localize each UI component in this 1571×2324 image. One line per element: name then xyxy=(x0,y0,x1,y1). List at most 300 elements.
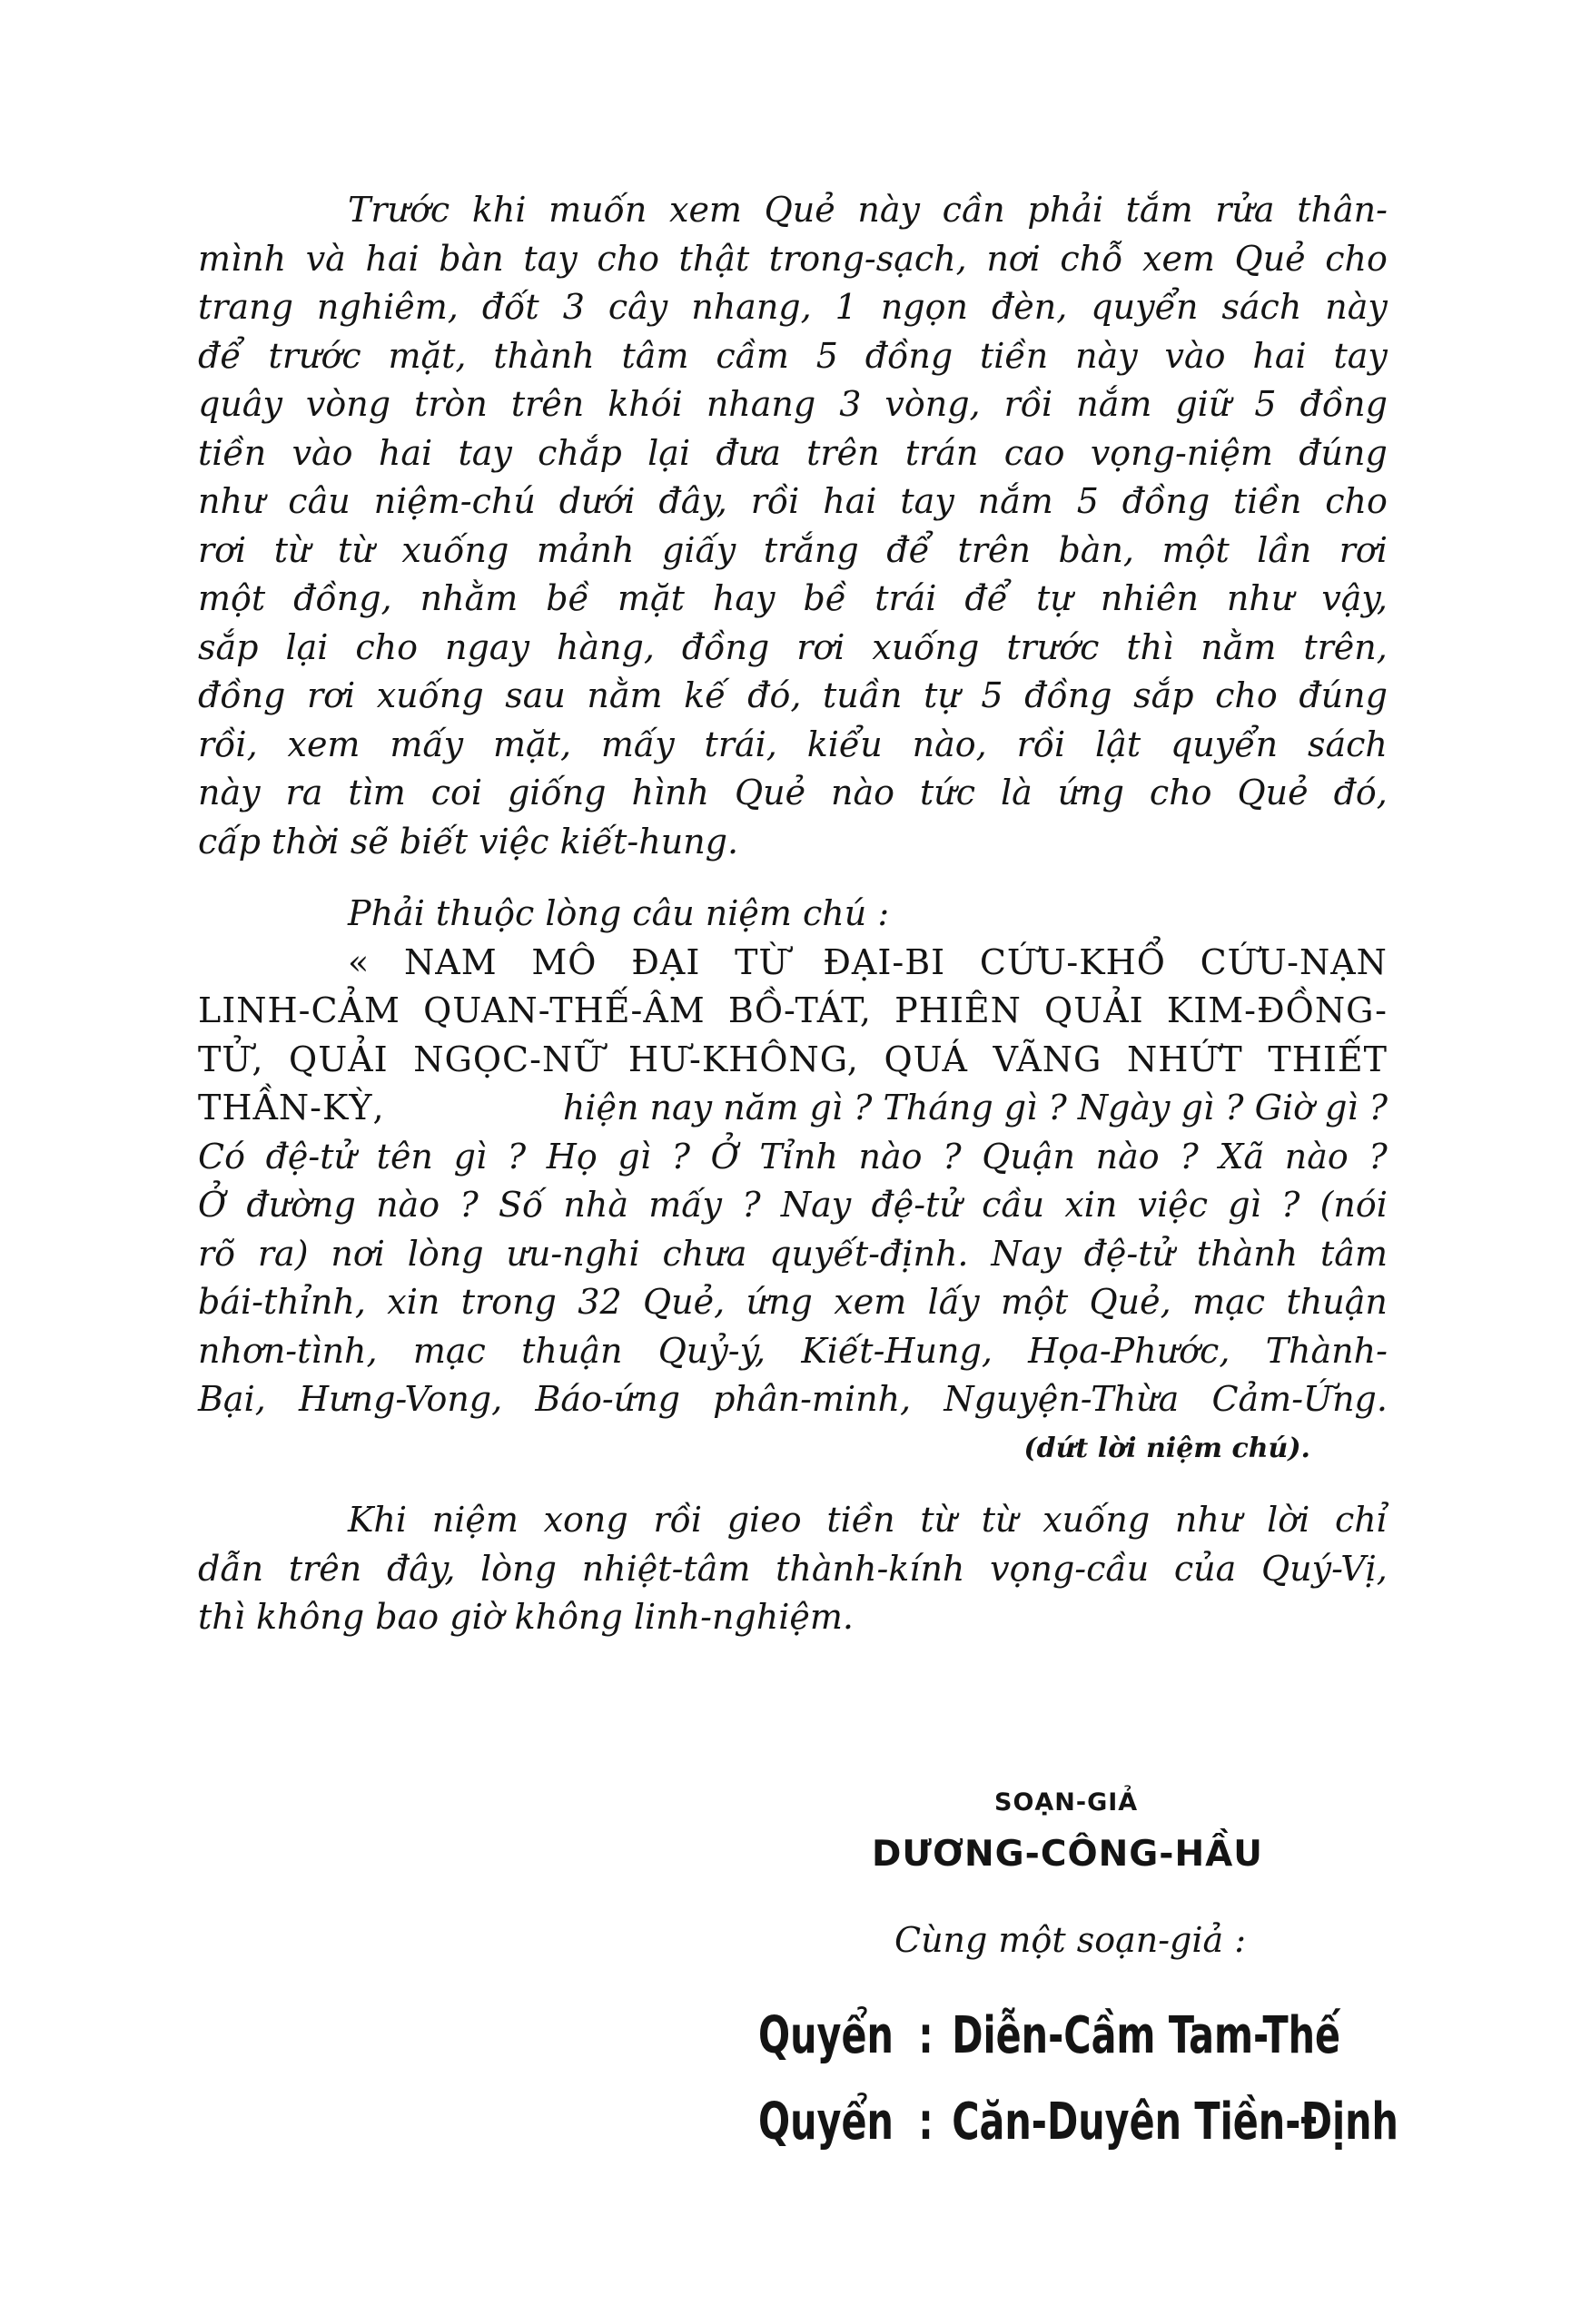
word: này xyxy=(857,190,921,230)
word: Xã xyxy=(1219,1136,1265,1177)
word: 5 xyxy=(815,335,838,376)
word: Quẻ xyxy=(1234,238,1306,279)
word: mảnh xyxy=(536,529,635,570)
word: vòng, xyxy=(884,384,981,424)
word: mặt, xyxy=(492,724,572,764)
word: trong xyxy=(460,1282,557,1322)
word: trong-sạch, xyxy=(768,238,967,279)
word: Quẻ xyxy=(1237,773,1309,812)
word: ? xyxy=(943,1136,962,1177)
word: Thành- xyxy=(1265,1330,1388,1371)
word: Nguyện-Thừa xyxy=(944,1379,1180,1419)
word: vòng xyxy=(305,384,391,424)
word: chưa xyxy=(662,1233,747,1274)
word: nào, xyxy=(912,724,987,764)
word: tay xyxy=(1333,335,1388,376)
word: trên, xyxy=(1303,626,1388,667)
word: quyển xyxy=(1170,724,1279,764)
word: nào xyxy=(376,1185,440,1225)
word: Hưng-Vong, xyxy=(299,1379,503,1419)
word: rồi xyxy=(1003,384,1053,424)
text-line xyxy=(198,235,1388,284)
word: tay xyxy=(900,481,954,521)
word: VÃNG xyxy=(993,1039,1102,1079)
word: tiền xyxy=(1233,481,1302,521)
word: đồng xyxy=(1121,481,1210,521)
word: Quẻ, xyxy=(1089,1282,1171,1322)
word: QUẢI xyxy=(1044,990,1144,1030)
invocation-line xyxy=(198,1278,1388,1327)
word: KIM-ĐỒNG- xyxy=(1166,990,1388,1030)
word: nằm xyxy=(587,675,663,715)
word: một xyxy=(1161,529,1230,570)
text-line xyxy=(348,186,1388,235)
body-text xyxy=(198,186,1388,1642)
word: này xyxy=(1325,287,1388,327)
intro-text: Phải thuộc lòng câu niệm chú : xyxy=(348,893,890,933)
word: đúng xyxy=(1299,675,1388,715)
word: đệ-tử xyxy=(265,1136,357,1177)
word: đồng xyxy=(1299,384,1388,424)
word: hai xyxy=(365,238,420,279)
word: đệ-tử xyxy=(1083,1233,1174,1274)
word: mặt, xyxy=(388,335,467,376)
word: nhằm xyxy=(420,578,519,618)
book-title: Diễn-Cầm Tam-Thế xyxy=(952,2006,1341,2065)
word: 5 xyxy=(1254,384,1277,424)
same-author-label: Cùng một soạn-giả : xyxy=(894,1920,1247,1960)
word: sắp xyxy=(198,626,259,667)
word: hay xyxy=(712,578,776,618)
book-prefix: Quyển xyxy=(758,2006,894,2065)
invocation-line xyxy=(198,987,1388,1036)
word: để xyxy=(198,335,242,376)
word: xuống xyxy=(401,529,509,570)
word: từ xyxy=(920,1500,957,1540)
word: đó, xyxy=(1333,773,1388,812)
word: phải xyxy=(1027,190,1103,230)
word: bề xyxy=(803,578,847,618)
word: QUẢI xyxy=(289,1039,389,1079)
word: nơi xyxy=(331,1233,385,1274)
text-line xyxy=(198,769,1388,818)
word: thuận xyxy=(521,1330,623,1371)
word: đây, xyxy=(658,481,727,521)
word: Báo-ứng xyxy=(535,1379,680,1419)
word: chắp xyxy=(538,432,622,473)
word: coi xyxy=(430,773,483,812)
word: thật xyxy=(678,238,750,279)
word: tiền xyxy=(198,432,267,473)
text-line xyxy=(198,575,1388,624)
word: tâm xyxy=(621,335,689,376)
word: Số xyxy=(498,1185,544,1225)
invocation-line xyxy=(198,939,1388,988)
word: xuống xyxy=(1042,1500,1151,1540)
word: một xyxy=(1000,1282,1069,1322)
word: đồng, xyxy=(293,578,392,618)
invocation-intro xyxy=(198,890,1388,939)
invocation-block xyxy=(198,939,1388,1424)
word: trán xyxy=(904,432,979,473)
word: tròn xyxy=(414,384,488,424)
word: mấy xyxy=(648,1185,723,1225)
word: tự xyxy=(1036,578,1072,618)
word: cầu xyxy=(982,1185,1045,1225)
word: quyết-định. xyxy=(769,1233,969,1274)
word: rơi xyxy=(796,626,845,667)
word: lòng xyxy=(480,1548,557,1589)
word: cho xyxy=(1215,675,1278,715)
word: xuống xyxy=(872,626,980,667)
word: để xyxy=(886,529,930,570)
word: ứng xyxy=(746,1282,813,1322)
word: NHỨT xyxy=(1127,1039,1243,1079)
word: tay xyxy=(523,238,578,279)
word: trang xyxy=(198,287,293,327)
word: niệm-chú xyxy=(373,481,536,521)
word: trên xyxy=(288,1548,362,1589)
word: PHIÊN xyxy=(894,990,1022,1030)
word: NGỌC-NỮ xyxy=(413,1039,604,1079)
word: để xyxy=(964,578,1009,618)
word: rửa xyxy=(1215,190,1275,230)
word: Tỉnh xyxy=(759,1136,838,1177)
word: đó, xyxy=(747,675,802,715)
word: Có xyxy=(198,1136,245,1177)
word: đồng xyxy=(1024,675,1112,715)
word: kế xyxy=(684,675,726,715)
word: 5 xyxy=(981,675,1003,715)
word: đốt xyxy=(481,287,539,327)
word: rơi xyxy=(306,675,356,715)
word: kiểu xyxy=(806,724,883,764)
word: ra xyxy=(285,773,323,812)
word: vào xyxy=(291,432,353,473)
word: bàn xyxy=(439,238,504,279)
word: rơi xyxy=(1339,529,1388,570)
invocation-line xyxy=(198,1181,1388,1230)
word: cây xyxy=(608,287,668,327)
word: cho xyxy=(1325,481,1388,521)
invocation-line xyxy=(198,1230,1388,1279)
word: sau xyxy=(505,675,566,715)
word: xem xyxy=(834,1282,907,1322)
text-line xyxy=(198,1593,1388,1642)
text-line xyxy=(198,527,1388,576)
word: gieo xyxy=(726,1500,802,1540)
word: vọng-niệm xyxy=(1090,432,1273,473)
word: lại xyxy=(285,626,329,667)
word: Họ xyxy=(546,1136,598,1177)
word: vào xyxy=(1164,335,1226,376)
word: ? xyxy=(671,1136,690,1177)
word: Quận xyxy=(982,1136,1075,1177)
word: Trước xyxy=(348,190,450,230)
word: này xyxy=(198,773,261,812)
word: tuần xyxy=(822,675,903,715)
text-line xyxy=(198,429,1388,478)
word: 32 xyxy=(578,1282,622,1322)
word: trắng xyxy=(763,529,859,570)
word: mình xyxy=(198,238,287,279)
author-name: DƯƠNG-CÔNG-HẦU xyxy=(872,1834,1263,1875)
word: tiền xyxy=(826,1500,895,1540)
word: xong xyxy=(543,1500,628,1540)
word: xem xyxy=(1142,238,1215,279)
word: như xyxy=(198,481,265,521)
word: từ xyxy=(981,1500,1018,1540)
word: ? xyxy=(507,1136,527,1177)
word: rõ xyxy=(198,1233,236,1274)
word: tắm xyxy=(1125,190,1193,230)
word: bái-thỉnh, xyxy=(198,1282,366,1322)
word: ĐẠI-BI xyxy=(823,941,946,982)
word: ? xyxy=(1280,1185,1300,1225)
word: 3 xyxy=(839,384,862,424)
word: « xyxy=(348,941,371,982)
invocation-line xyxy=(198,1375,1388,1424)
text-line xyxy=(198,332,1388,381)
word: cho xyxy=(1149,773,1212,812)
word: lòng xyxy=(407,1233,484,1274)
word: nơi xyxy=(986,238,1041,279)
word: Quỷ-ý, xyxy=(657,1330,766,1371)
text-line xyxy=(198,1496,1388,1545)
word: thì xyxy=(1126,626,1174,667)
word: nắm xyxy=(1076,384,1152,424)
word: lần xyxy=(1257,529,1312,570)
word: đồng xyxy=(681,626,770,667)
word: trước xyxy=(1006,626,1100,667)
word: quyển xyxy=(1091,287,1199,327)
word: 3 xyxy=(562,287,585,327)
word: Bại, xyxy=(198,1379,266,1419)
word: Quẻ xyxy=(734,773,806,812)
word: đây, xyxy=(386,1548,456,1589)
word: ? xyxy=(459,1185,479,1225)
word: tìm xyxy=(348,773,406,812)
word: 1 xyxy=(835,287,857,327)
book-colon: : xyxy=(918,2006,934,2065)
word: cho xyxy=(1325,238,1388,279)
word: sách xyxy=(1221,287,1302,327)
word: hình xyxy=(631,773,710,812)
word: mạc xyxy=(1192,1282,1266,1322)
word: Nay xyxy=(780,1185,852,1225)
line-text: cấp thời sẽ biết việc kiết-hung. xyxy=(198,821,739,862)
word: thuận xyxy=(1286,1282,1388,1322)
word: NAM xyxy=(404,941,498,982)
book-entry xyxy=(758,2093,1398,2152)
word: lật xyxy=(1095,724,1141,764)
word: gì xyxy=(618,1136,651,1177)
text-line xyxy=(198,1545,1388,1594)
word: là xyxy=(1000,773,1033,812)
word: tên xyxy=(376,1136,433,1177)
word: của xyxy=(1173,1548,1237,1589)
word: xin xyxy=(387,1282,440,1322)
word: trái xyxy=(874,578,937,618)
italic-text: hiện nay năm gì ? Tháng gì ? Ngày gì ? Giờ gì ? xyxy=(562,1088,1388,1128)
book-colon: : xyxy=(918,2093,934,2152)
word: rồi, xyxy=(198,724,258,764)
word: hai xyxy=(1252,335,1307,376)
text-line xyxy=(198,672,1388,721)
word: nào xyxy=(831,773,895,812)
word: đồng xyxy=(198,675,286,715)
word: này xyxy=(1075,335,1138,376)
word: đèn, xyxy=(991,287,1068,327)
word: tay xyxy=(458,432,512,473)
word: nhiệt-tâm xyxy=(581,1548,751,1589)
word: khi xyxy=(471,190,527,230)
word: quây xyxy=(198,384,282,424)
word: nắm xyxy=(977,481,1053,521)
word: lại xyxy=(647,432,691,473)
word: đường xyxy=(246,1185,356,1225)
word: cầm xyxy=(716,335,789,376)
book-prefix: Quyển xyxy=(758,2093,894,2152)
invocation-line xyxy=(198,1084,1388,1133)
word: ? xyxy=(742,1185,761,1225)
text-line xyxy=(198,283,1388,332)
invocation-line xyxy=(198,1036,1388,1085)
author-role: SOẠN-GIẢ xyxy=(994,1788,1139,1817)
text-line xyxy=(198,624,1388,673)
book-title: Căn-Duyên Tiền-Định xyxy=(952,2093,1398,2152)
word: nằm xyxy=(1200,626,1277,667)
word: Ở xyxy=(710,1136,739,1177)
word: hai xyxy=(823,481,877,521)
word: việc xyxy=(1137,1185,1209,1225)
word: Quý-Vị, xyxy=(1261,1548,1388,1589)
end-note: (dứt lời niệm chú). xyxy=(1023,1432,1310,1464)
word: giấy xyxy=(662,529,736,570)
word: câu xyxy=(288,481,351,521)
word: rồi xyxy=(750,481,800,521)
word: một xyxy=(198,578,266,618)
word: xin xyxy=(1064,1185,1118,1225)
word: trên xyxy=(806,432,880,473)
word: 5 xyxy=(1076,481,1099,521)
word: lấy xyxy=(927,1282,980,1322)
word: Khi xyxy=(348,1500,408,1540)
word: cần xyxy=(942,190,1005,230)
word: phân-minh, xyxy=(713,1379,912,1419)
word: nghiêm, xyxy=(316,287,459,327)
word: trên xyxy=(510,384,585,424)
word: ? xyxy=(1180,1136,1199,1177)
word: LINH-CẢM xyxy=(198,990,400,1030)
word: lời xyxy=(1267,1500,1310,1540)
word: trước xyxy=(268,335,361,376)
word: Quẻ, xyxy=(643,1282,726,1322)
word: rồi xyxy=(653,1500,703,1540)
word: MÔ xyxy=(531,941,598,982)
word: đưa xyxy=(716,432,781,473)
word: CỨU-KHỔ xyxy=(979,941,1166,982)
word: bàn, xyxy=(1058,529,1135,570)
word: sách xyxy=(1307,724,1388,764)
word: mặt xyxy=(617,578,685,618)
word: giữ xyxy=(1175,384,1231,424)
word: chỗ xyxy=(1060,238,1123,279)
word: mấy xyxy=(600,724,675,764)
word: QUAN-THẾ-ÂM xyxy=(423,990,706,1030)
word: mạc xyxy=(412,1330,486,1371)
word: thành-kính xyxy=(776,1548,965,1589)
word: gì xyxy=(1228,1185,1261,1225)
word: trên xyxy=(957,529,1031,570)
word: xuống xyxy=(376,675,484,715)
word: ứng xyxy=(1057,773,1124,812)
word: cao xyxy=(1003,432,1065,473)
word: trái, xyxy=(704,724,777,764)
invocation-line xyxy=(198,1133,1388,1182)
word: tiền xyxy=(979,335,1049,376)
word: ? xyxy=(1368,1136,1388,1177)
word: giống xyxy=(507,773,607,812)
word: HƯ-KHÔNG, xyxy=(627,1039,859,1079)
word: gì xyxy=(453,1136,488,1177)
word: niệm xyxy=(431,1500,519,1540)
word: tâm xyxy=(1320,1233,1388,1274)
word: (nói xyxy=(1319,1185,1388,1225)
word: như xyxy=(1174,1500,1242,1540)
word: cho xyxy=(355,626,419,667)
word: ngọn xyxy=(880,287,968,327)
word: Kiết-Hung, xyxy=(801,1330,993,1371)
caps-text: THẦN-KỲ, xyxy=(198,1088,385,1128)
word: dẫn xyxy=(198,1548,264,1589)
word: TỬ, xyxy=(198,1039,264,1079)
text-line xyxy=(198,380,1388,429)
word: đồng xyxy=(865,335,953,376)
word: hai xyxy=(378,432,433,473)
word: thành xyxy=(493,335,595,376)
word: nhiên xyxy=(1100,578,1199,618)
word: dưới xyxy=(558,481,636,521)
book-entry xyxy=(758,2006,1340,2065)
word: Quẻ xyxy=(764,190,835,230)
word: hàng, xyxy=(556,626,655,667)
word: BỒ-TÁT, xyxy=(727,990,872,1030)
word: chỉ xyxy=(1334,1500,1388,1540)
word: QUÁ xyxy=(884,1039,968,1079)
word: và xyxy=(305,238,346,279)
word: tự xyxy=(924,675,960,715)
word: từ xyxy=(338,529,374,570)
word: mấy xyxy=(390,724,464,764)
word: tức xyxy=(919,773,976,812)
text-line xyxy=(198,818,1388,867)
word: nhơn-tình, xyxy=(198,1330,378,1371)
word: nào xyxy=(1095,1136,1160,1177)
word: Nay xyxy=(991,1233,1062,1274)
word: nhang, xyxy=(691,287,812,327)
word: cho xyxy=(597,238,659,279)
word: đệ-tử xyxy=(871,1185,962,1225)
word: nhang xyxy=(706,384,816,424)
word: bề xyxy=(546,578,589,618)
word: Ở xyxy=(198,1185,227,1225)
word: rơi xyxy=(198,529,247,570)
word: nào xyxy=(858,1136,923,1177)
word: khói xyxy=(608,384,683,424)
word: sắp xyxy=(1133,675,1194,715)
word: Họa-Phước, xyxy=(1028,1330,1230,1371)
